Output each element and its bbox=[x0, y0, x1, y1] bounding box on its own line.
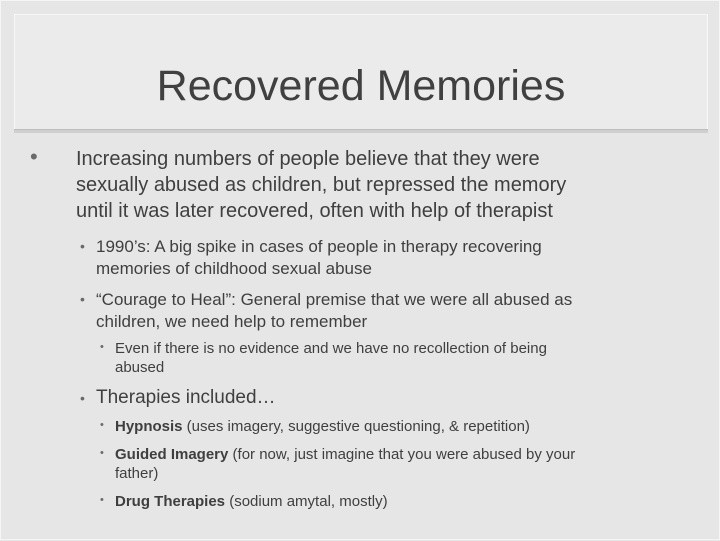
slide-title: Recovered Memories bbox=[156, 62, 566, 110]
bullet-text-therapies-included: Therapies included… bbox=[96, 387, 276, 408]
bullet-marker: • bbox=[80, 291, 85, 307]
slide-body bbox=[1, 1, 720, 541]
bullet-text-courage-to-heal: “Courage to Heal”: General premise that we were all abused as children, we need help to remember bbox=[96, 290, 573, 331]
bullet-marker: • bbox=[100, 341, 104, 353]
bullet-text-guided-imagery: Guided Imagery (for now, just imagine that you were abused by your father) bbox=[115, 446, 576, 482]
bullet-text-1990s: 1990’s: A big spike in cases of people in therapy recovering memories of childhood sexual abuse bbox=[96, 237, 542, 278]
bullet-marker: • bbox=[80, 390, 85, 406]
bullet-text-increasing-numbers: Increasing numbers of people believe that they were sexually abused as children, but repressed the memory until it was later recovered, often with help of therapist bbox=[76, 148, 567, 222]
bullet-marker: • bbox=[80, 238, 85, 254]
bullet-text-no-evidence: Even if there is no evidence and we have no recollection of being abused bbox=[115, 340, 547, 376]
bullet-text-drug-therapies: Drug Therapies (sodium amytal, mostly) bbox=[115, 493, 388, 510]
bullet-marker: • bbox=[100, 494, 104, 506]
bullet-text-hypnosis: Hypnosis (uses imagery, suggestive questioning, & repetition) bbox=[115, 418, 530, 435]
bullet-marker: • bbox=[30, 144, 38, 169]
bullet-marker: • bbox=[100, 447, 104, 459]
bullet-marker: • bbox=[100, 419, 104, 431]
